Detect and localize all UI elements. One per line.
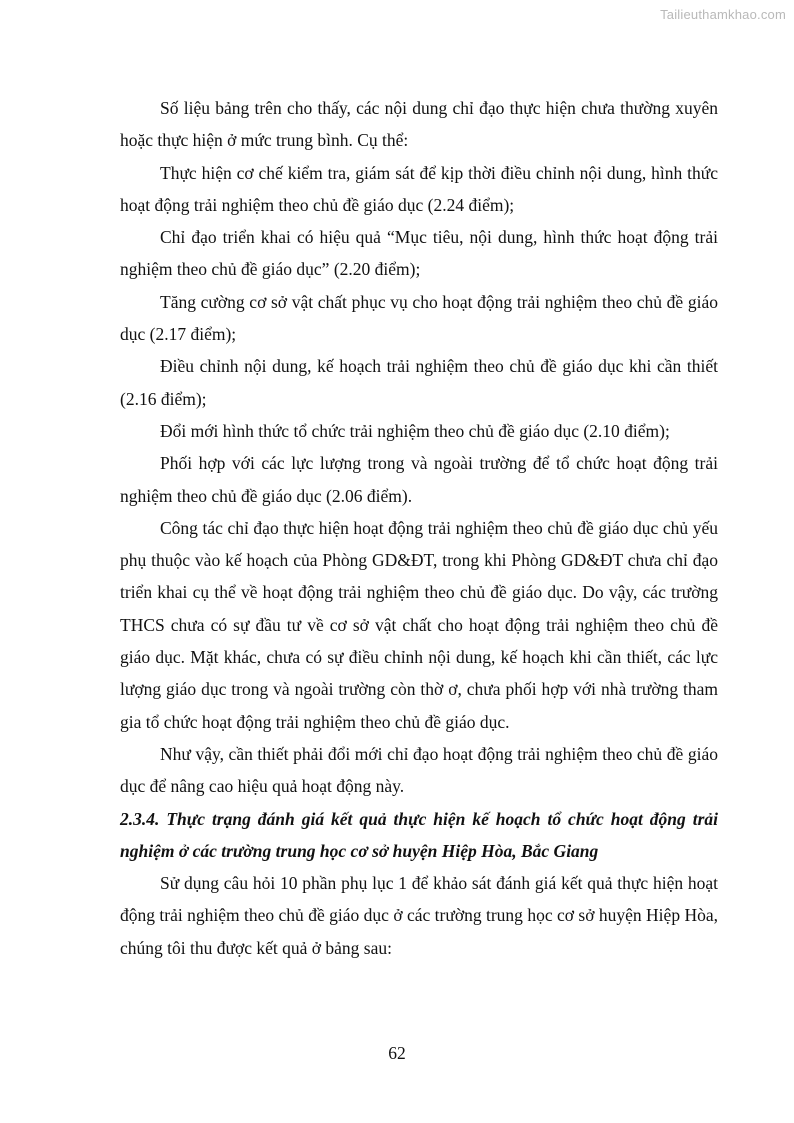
paragraph-intro: Số liệu bảng trên cho thấy, các nội dung chỉ đạo thực hiện chưa thường xuyên hoặc thực hiện ở mức trung bình. Cụ thể:	[120, 98, 718, 151]
document-body	[120, 92, 718, 964]
paragraph-item-6: Phối hợp với các lực lượng trong và ngoài trường để tổ chức hoạt động trải nghiệm theo chủ đề giáo dục (2.06 điểm).	[120, 453, 718, 506]
paragraph-item-5: Đổi mới hình thức tổ chức trải nghiệm theo chủ đề giáo dục (2.10 điểm);	[160, 420, 670, 441]
page-number: 62	[388, 1043, 406, 1063]
paragraph-analysis: Công tác chỉ đạo thực hiện hoạt động trải nghiệm theo chủ đề giáo dục chủ yếu phụ thuộc vào kế hoạch của Phòng GD&ĐT, trong khi Phòng GD&ĐT chưa chỉ đạo triển khai cụ thể về hoạt động trải nghiệm theo chủ đề giáo dục. Do vậy, các trường THCS chưa có sự đầu tư về cơ sở vật chất cho hoạt động trải nghiệm theo chủ đề giáo dục. Mặt khác, chưa có sự điều chỉnh nội dung, kế hoạch khi cần thiết, các lực lượng giáo dục trong và ngoài trường còn thờ ơ, chưa phối hợp với nhà trường tham gia tổ chức hoạt động trải nghiệm theo chủ đề giáo dục.	[120, 517, 718, 732]
section-heading: 2.3.4. Thực trạng đánh giá kết quả thực hiện kế hoạch tổ chức hoạt động trải nghiệm ở các trường trung học cơ sở huyện Hiệp Hòa, Bắc Giang	[120, 808, 718, 861]
watermark: Tailieuthamkhao.com	[660, 7, 786, 22]
paragraph-closing: Sử dụng câu hỏi 10 phần phụ lục 1 để khảo sát đánh giá kết quả thực hiện hoạt động trải nghiệm theo chủ đề giáo dục ở các trường trung học cơ sở huyện Hiệp Hòa, chúng tôi thu được kết quả ở bảng sau:	[120, 873, 718, 958]
paragraph-conclusion: Như vậy, cần thiết phải đổi mới chỉ đạo hoạt động trải nghiệm theo chủ đề giáo dục để nâng cao hiệu quả hoạt động này.	[120, 743, 718, 797]
paragraph-item-1: Thực hiện cơ chế kiểm tra, giám sát để kịp thời điều chỉnh nội dung, hình thức hoạt động trải nghiệm theo chủ đề giáo dục (2.24 điểm);	[120, 162, 718, 215]
paragraph-item-2: Chỉ đạo triển khai có hiệu quả “Mục tiêu, nội dung, hình thức hoạt động trải nghiệm theo chủ đề giáo dục” (2.20 điểm);	[120, 227, 718, 280]
paragraph-item-3: Tăng cường cơ sở vật chất phục vụ cho hoạt động trải nghiệm theo chủ đề giáo dục (2.17 điểm);	[120, 291, 718, 345]
paragraph-item-4: Điều chỉnh nội dung, kế hoạch trải nghiệm theo chủ đề giáo dục khi cần thiết (2.16 điểm);	[120, 356, 718, 409]
